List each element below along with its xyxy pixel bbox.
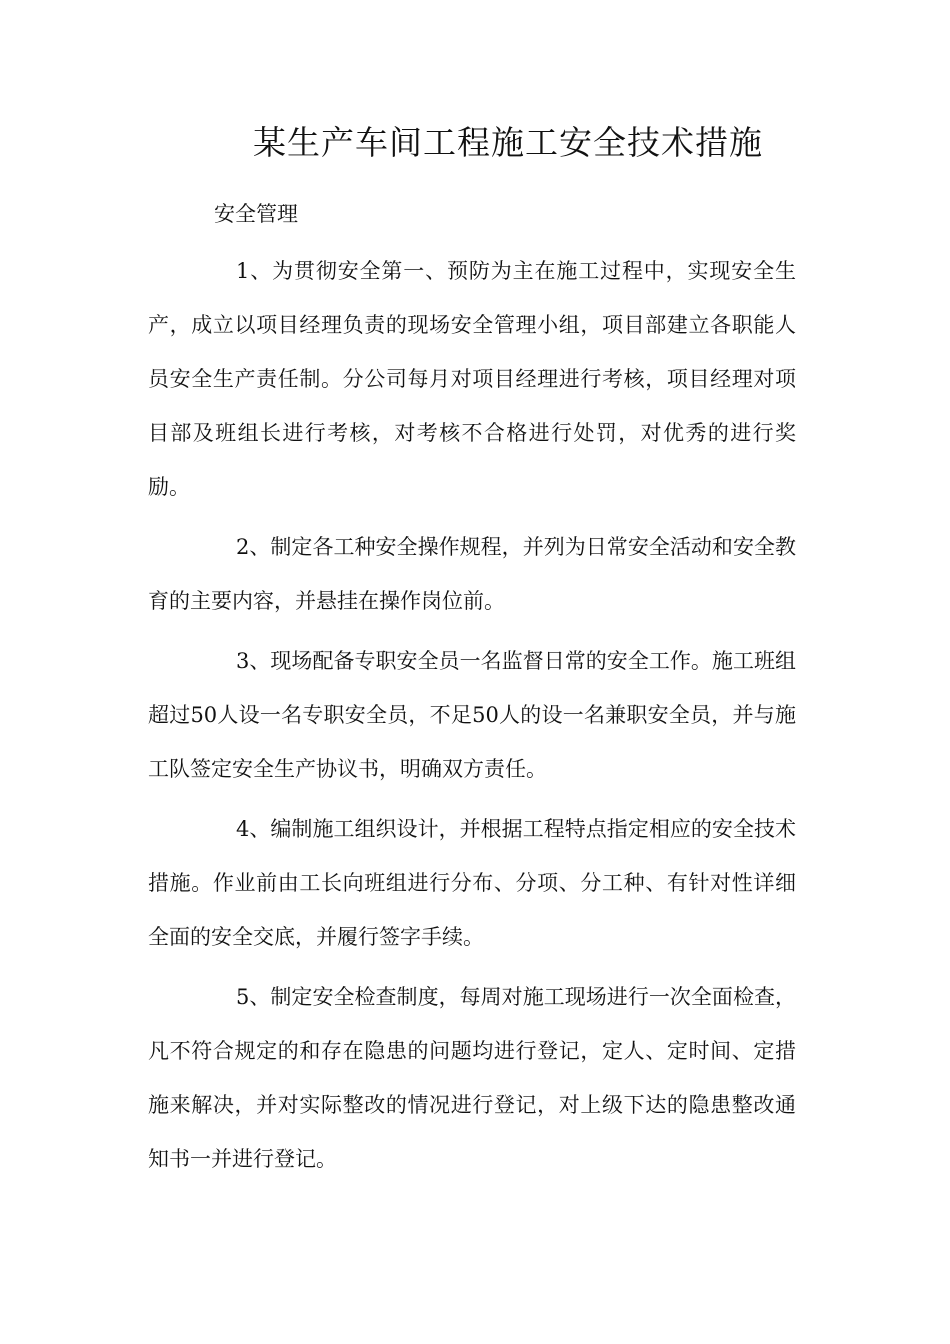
paragraph-2: 2、制定各工种安全操作规程，并列为日常安全活动和安全教育的主要内容，并悬挂在操作岗位前。 (148, 535, 796, 613)
document-title: 某生产车间工程施工安全技术措施 (253, 123, 763, 162)
document-body (148, 244, 796, 1192)
paragraph-4: 4、编制施工组织设计，并根据工程特点指定相应的安全技术措施。作业前由工长向班组进行分布、分项、分工种、有针对性详细全面的安全交底，并履行签字手续。 (148, 817, 796, 949)
paragraph-5: 5、制定安全检查制度，每周对施工现场进行一次全面检查，凡不符合规定的和存在隐患的问题均进行登记，定人、定时间、定措施来解决，并对实际整改的情况进行登记，对上级下达的隐患整改通知书一并进行登记。 (148, 985, 796, 1171)
section-heading: 安全管理 (214, 202, 298, 226)
paragraph-3: 3、现场配备专职安全员一名监督日常的安全工作。施工班组超过50人设一名专职安全员，不足50人的设一名兼职安全员，并与施工队签定安全生产协议书，明确双方责任。 (148, 649, 796, 781)
paragraph-1: 1、为贯彻安全第一、预防为主在施工过程中，实现安全生产，成立以项目经理负责的现场安全管理小组，项目部建立各职能人员安全生产责任制。分公司每月对项目经理进行考核，项目经理对项目部及班组长进行考核，对考核不合格进行处罚，对优秀的进行奖励。 (148, 259, 796, 499)
